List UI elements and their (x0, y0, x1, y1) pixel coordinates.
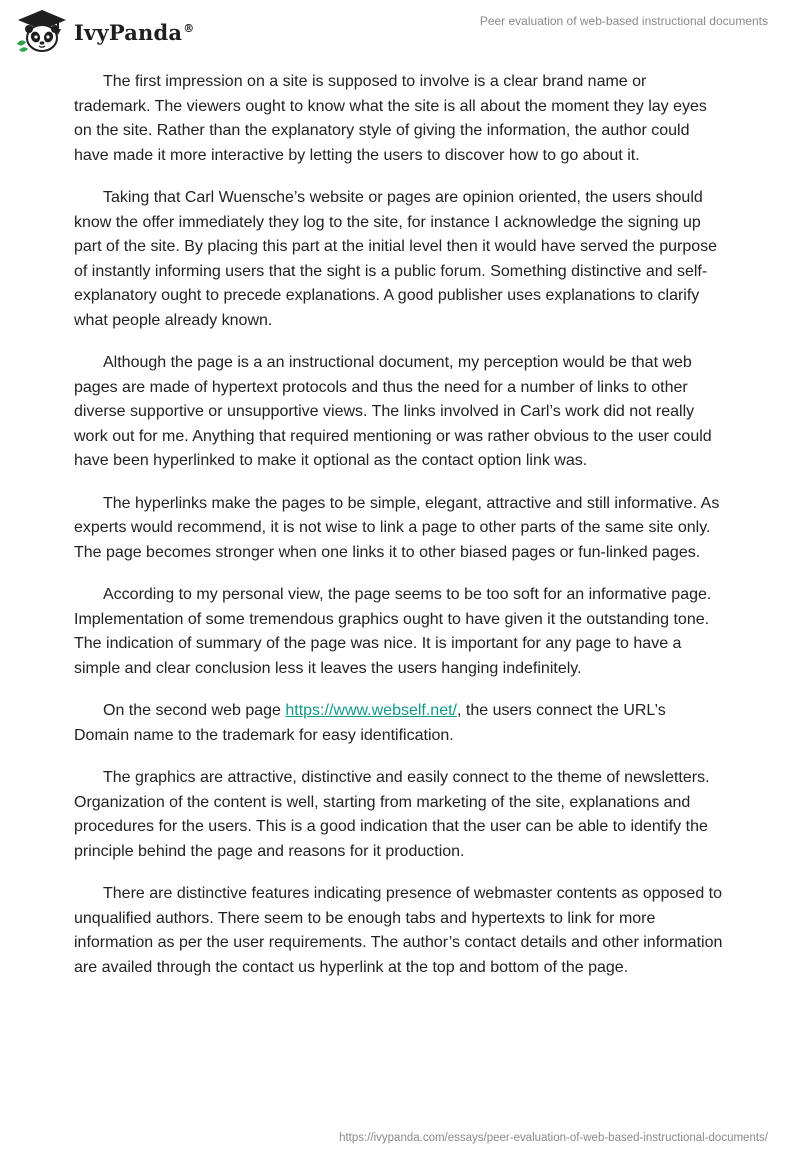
panda-graduate-icon (14, 8, 70, 54)
paragraph-6-text-before: On the second web page (103, 702, 286, 719)
document-title: Peer evaluation of web-based instructional documents (479, 14, 768, 28)
paragraph-2: Taking that Carl Wuensche’s website or pages are opinion oriented, the users should know the offer immediately they log to the site, for instance I acknowledge the signing up part of the site. By placing this part at the initial level then it would have served the purpose of instantly informing users that the sight is a public forum. Something distinctive and self-explanatory ought to precede explanations. A good publisher uses explanations to clarify what people already known. (74, 189, 718, 329)
paragraph-3: Although the page is a an instructional document, my perception would be that web pages are made of hypertext protocols and thus the need for a number of links to other diverse supportive or unsupportive views. The links involved in Carl’s work did not really work out for me. Anything that required mentioning or was rather obvious to the user could have been hyperlinked to make it optional as the contact option link was. (74, 354, 712, 469)
paragraph-5: According to my personal view, the page seems to be too soft for an informative page. Implementation of some tremendous graphics ought to have given it the outstanding tone. The indication of summary of the page was nice. It is important for any page to have a simple and clear conclusion less it leaves the users hanging indefinitely. (74, 586, 712, 677)
page-header (0, 0, 800, 60)
paragraph-4: The hyperlinks make the pages to be simple, elegant, attractive and still informative. As experts would recommend, it is not wise to link a page to other parts of the same site only. The page becomes stronger when one links it to other biased pages or fun-linked pages. (74, 494, 720, 561)
essay-body (74, 70, 724, 998)
webself-link[interactable]: https://www.webself.net/ (285, 702, 457, 719)
footer-source-url[interactable]: https://ivypanda.com/essays/peer-evaluation-of-web-based-instructional-documents/ (339, 1132, 768, 1144)
ivypanda-logo[interactable] (14, 8, 194, 54)
registered-mark: ® (183, 21, 195, 35)
paragraph-6-text-after: , the users connect the URL’s Domain name to the trademark for easy identification. (74, 702, 666, 744)
brand-name: IvyPanda® (74, 19, 195, 45)
paragraph-7: The graphics are attractive, distinctive and easily connect to the theme of newsletters. Organization of the content is well, starting from marketing of the site, explanations and procedures for the users. This is a good indication that the user can be able to identify the principle behind the page and reasons for it production. (74, 769, 710, 860)
paragraph-6 (74, 699, 724, 748)
paragraph-1: The first impression on a site is supposed to involve is a clear brand name or trademark. The viewers ought to know what the site is all about the moment they lay eyes on the site. Rather than the explanatory style of giving the information, the author could have made it more interactive by letting the users to discover how to go about it. (74, 73, 707, 164)
paragraph-8: There are distinctive features indicating presence of webmaster contents as opposed to unqualified authors. There seem to be enough tabs and hypertexts to link for more information as per the user requirements. The author’s contact details and other information are availed through the contact us hyperlink at the top and bottom of the page. (74, 885, 723, 976)
